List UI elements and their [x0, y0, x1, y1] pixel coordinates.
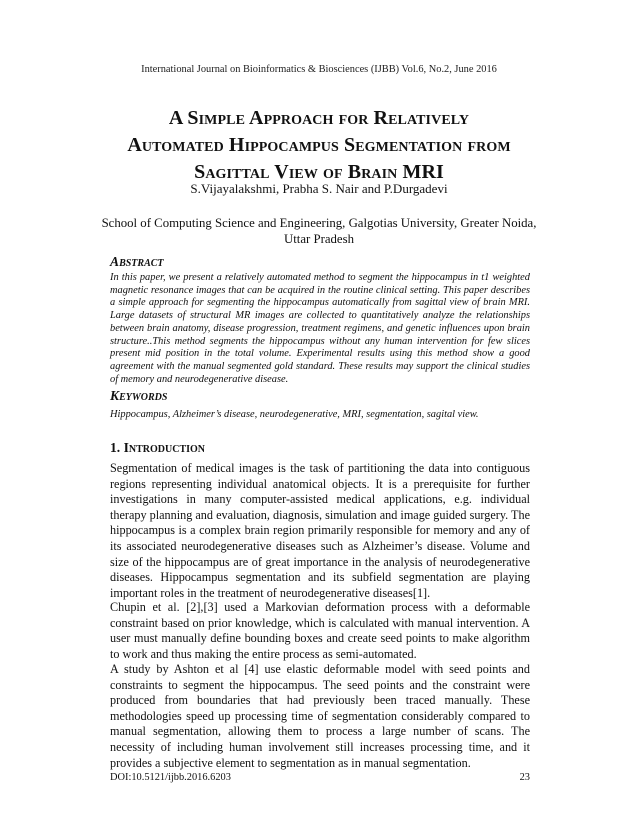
- page-number: 23: [519, 772, 530, 783]
- title-line: Sagittal View of Brain MRI: [194, 161, 444, 183]
- paper-title: [60, 105, 578, 186]
- affiliation: [80, 215, 558, 247]
- affiliation-line: Uttar Pradesh: [283, 232, 354, 246]
- title-line: Automated Hippocampus Segmentation from: [127, 134, 511, 156]
- abstract-heading: Abstract: [110, 254, 164, 269]
- abstract-text: In this paper, we present a relatively automated method to segment the hippocampus in t1 weighted magnetic resonance images that can be acquired in the routine clinical setting. This paper describes a simple approach for segmenting the hippocampus automatically from sagittal view of brain MRI. Large datasets of structural MR images are collected to quantitatively analyze the relationships between brain anatomy, disease progression, treatment regimens, and genetic influences upon brain structure..This method segments the hippocampus without any human intervention for few slices present mid position in the total volume. Experimental results using this method show a good agreement with the manual segmented gold standard. These results may support the clinical studies of memory and neurodegenerative disease.: [110, 272, 530, 385]
- section-heading-introduction: 1. Introduction: [110, 440, 206, 455]
- journal-header: International Journal on Bioinformatics & Biosciences (IJBB) Vol.6, No.2, June 2016: [141, 64, 497, 75]
- keywords-heading: Keywords: [110, 388, 168, 403]
- doi-footer: DOI:10.5121/ijbb.2016.6203: [110, 772, 231, 783]
- keywords-text: Hippocampus, Alzheimer’s disease, neurodegenerative, MRI, segmentation, sagital view.: [110, 409, 479, 420]
- body-paragraph: A study by Ashton et al [4] use elastic deformable model with seed points and constraints to segment the hippocampus. The seed points and the constraint were produced from boundaries that had previously been traced manually. These methodologies speed up processing time of segmentation considerably compared to manual segmentation, allowing them to process a large number of scans. The necessity of including human involvement still increases processing time, and it provides a subjective element to segmentation as in manual segmentation.: [110, 662, 530, 770]
- body-paragraph: Segmentation of medical images is the task of partitioning the data into contiguous regions representing individual anatomical objects. It is a prerequisite for further investigations in many computer-assisted medical applications, e.g. individual therapy planning and evaluation, diagnosis, simulation and image guided surgery. The hippocampus is a complex brain region primarily responsible for memory and any of its associated neurodegenerative diseases such as Alzheimer’s disease. Volume and size of the hippocampus are of great importance in the analysis of neurodegenerative diseases. Hippocampus segmentation and its subfield segmentation are playing important roles in the treatment of neurodegenerative diseases[1].: [110, 461, 530, 600]
- affiliation-line: School of Computing Science and Engineering, Galgotias University, Greater Noida,: [101, 216, 537, 230]
- author-list: S.Vijayalakshmi, Prabha S. Nair and P.Durgadevi: [190, 181, 448, 196]
- title-line: A Simple Approach for Relatively: [168, 107, 470, 129]
- body-paragraph: Chupin et al. [2],[3] used a Markovian deformation process with a deformable constraint based on prior knowledge, which is calculated with manual intervention. A user must manually define bounding boxes and create seed points to make algorithm to work and thus making the entire process as semi-automated.: [110, 600, 530, 661]
